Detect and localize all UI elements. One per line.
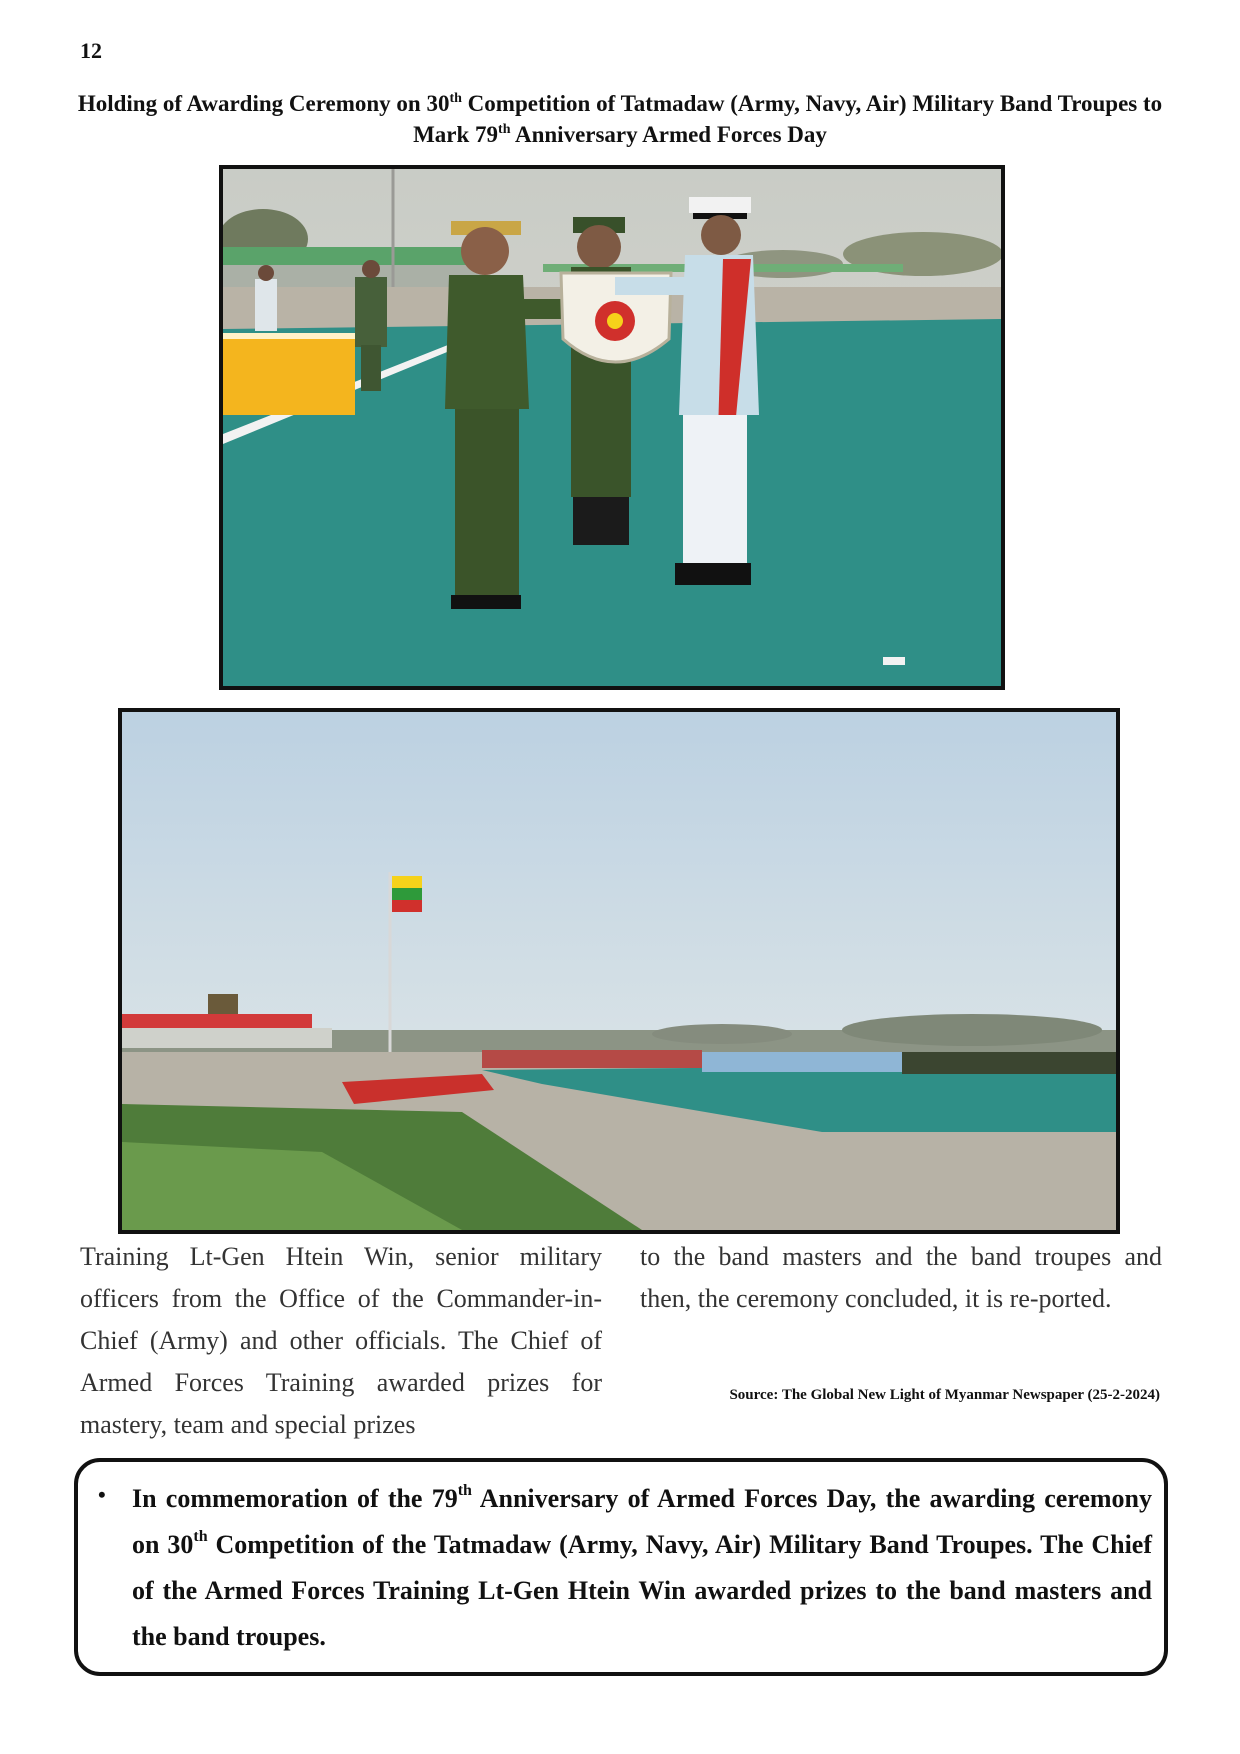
source-citation: Source: The Global New Light of Myanmar Newspaper (25-2-2024) bbox=[729, 1387, 1160, 1403]
ceremony-award-photo bbox=[219, 165, 1005, 690]
body-text-left-column: Training Lt-Gen Htein Win, senior military officers from the Office of the Commander-in-Chief (Army) and other officials. The Chief of Armed Forces Training awarded prizes for mastery, team and special prizes bbox=[80, 1242, 602, 1439]
parade-ground-photo bbox=[118, 708, 1120, 1234]
page-number: 12 bbox=[80, 38, 102, 63]
page-title: Holding of Awarding Ceremony on 30th Competition of Tatmadaw (Army, Navy, Air) Military Band Troupes to Mark 79th Anniversary Armed Forces Day bbox=[77, 91, 1163, 147]
summary-box bbox=[74, 1458, 1168, 1676]
summary-text: In commemoration of the 79th Anniversary of Armed Forces Day, the awarding ceremony on 30th Competition of the Tatmadaw (Army, Navy, Air) Military Band Troupes. The Chief of the Armed Forces Training Lt-Gen Htein Win awarded prizes to the band masters and the band troupes. bbox=[132, 1482, 1152, 1651]
bullet-point: • bbox=[98, 1482, 106, 1507]
body-text-right-column: to the band masters and the band troupes and then, the ceremony concluded, it is re-ported. bbox=[640, 1242, 1162, 1313]
